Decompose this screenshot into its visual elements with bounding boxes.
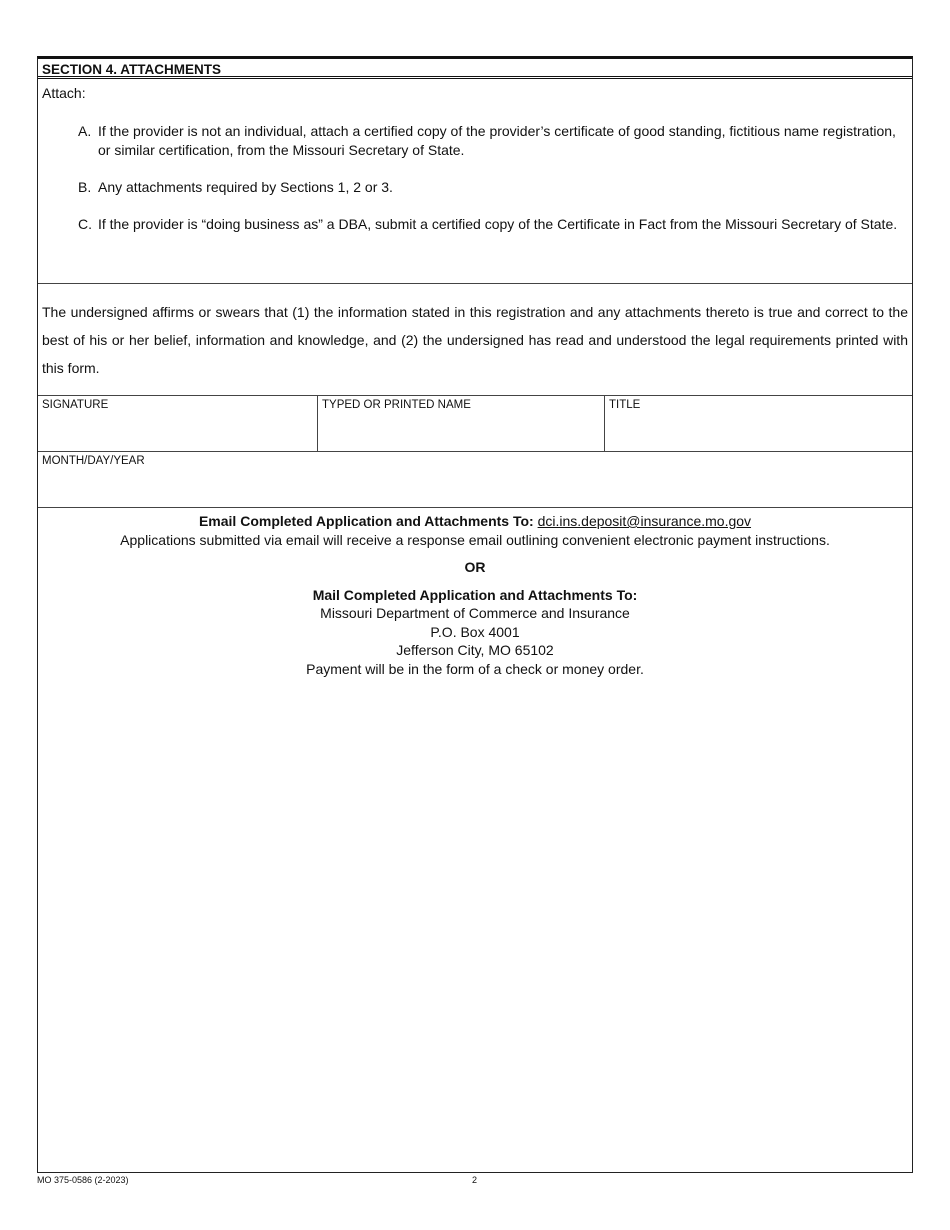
section-title: SECTION 4. ATTACHMENTS	[38, 59, 912, 79]
attachment-item-b	[78, 178, 908, 197]
date-field[interactable]	[38, 452, 912, 508]
attachment-letter: C.	[78, 216, 92, 232]
title-field[interactable]	[605, 396, 912, 451]
signature-row	[38, 396, 912, 452]
form-frame	[37, 56, 913, 1173]
title-label: TITLE	[609, 399, 641, 411]
attachment-letter: A.	[78, 123, 92, 139]
page-number: 2	[472, 1175, 478, 1185]
date-label: MONTH/DAY/YEAR	[42, 455, 145, 467]
signature-field[interactable]	[38, 396, 318, 451]
attachment-item-a	[78, 122, 908, 160]
mail-address-line-3: Jefferson City, MO 65102	[396, 642, 554, 658]
payment-note: Payment will be in the form of a check or money order.	[306, 660, 644, 677]
attachment-text: If the provider is “doing business as” a DBA, submit a certified copy of the Certificate in Fact from the Missouri Secretary of State.	[98, 216, 898, 232]
mail-address-line-1: Missouri Department of Commerce and Insurance	[320, 605, 630, 621]
printed-name-label: TYPED OR PRINTED NAME	[322, 399, 471, 411]
email-line	[38, 512, 912, 531]
affirmation-text: The undersigned affirms or swears that (1) the information stated in this registration and any attachments thereto is true and correct to the best of his or her belief, information and knowledge, and (2) the undersigned has read and understood the legal requirements printed with this form.	[38, 284, 912, 396]
mail-address-line-2: P.O. Box 4001	[430, 623, 520, 640]
attachment-letter: B.	[78, 179, 92, 195]
submission-instructions	[38, 508, 912, 678]
attachments-block	[38, 79, 912, 284]
email-heading: Email Completed Application and Attachments To:	[198, 513, 534, 529]
mail-heading: Mail Completed Application and Attachments To:	[312, 586, 638, 603]
signature-label: SIGNATURE	[42, 399, 109, 411]
attachment-item-c	[78, 215, 908, 234]
printed-name-field[interactable]	[318, 396, 605, 451]
attach-label: Attach:	[42, 85, 86, 101]
email-note: Applications submitted via email will receive a response email outlining convenient electronic payment instructions.	[120, 531, 830, 548]
email-address-link[interactable]: dci.ins.deposit@insurance.mo.gov	[537, 513, 752, 529]
attachment-text: Any attachments required by Sections 1, 2 or 3.	[98, 179, 393, 195]
attachment-text: If the provider is not an individual, attach a certified copy of the provider’s certificate of good standing, fictitious name registration, or similar certification, from the Missouri Secretary of State.	[98, 123, 896, 158]
or-separator: OR	[464, 559, 486, 575]
form-number: MO 375-0586 (2-2023)	[37, 1175, 129, 1185]
